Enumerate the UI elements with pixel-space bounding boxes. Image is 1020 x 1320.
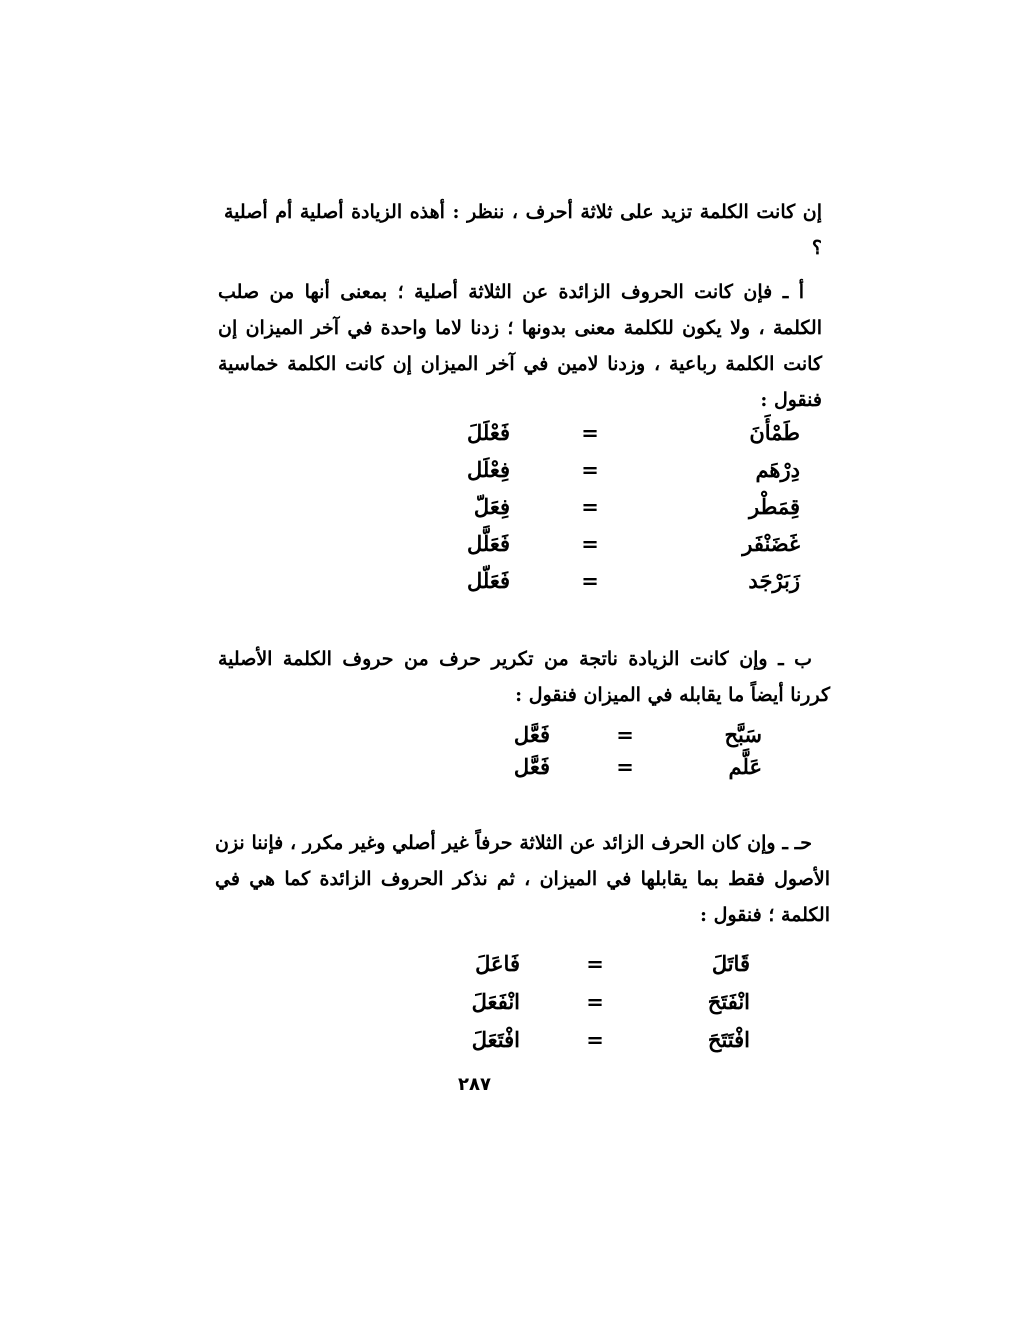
pattern: فَعَّل	[513, 721, 550, 747]
equals-sign: =	[581, 457, 599, 482]
section-b-paragraph: ب ـ وإن كانت الزيادة ناتجة من تكرير حرف من حروف الكلمة الأصلية كررنا أيضاً ما يقابله في الميزان فنقول :	[218, 648, 830, 706]
word: افْتَتَحَ	[707, 1026, 750, 1052]
pattern: فِعَلّ	[473, 494, 510, 519]
table-row	[480, 718, 762, 750]
word: غَضَنْفَر	[742, 531, 800, 556]
pattern: فَعْلَلَ	[466, 420, 510, 445]
equals-sign: =	[581, 494, 599, 519]
word: طَمْأَنَ	[749, 420, 800, 445]
pattern: انْفَعَلَ	[471, 988, 520, 1014]
word: زَبَرْجَد	[748, 568, 800, 593]
table-row	[400, 488, 800, 525]
quadriliteral-quinqueliteral-table	[400, 414, 800, 599]
equals-sign: =	[581, 568, 599, 593]
pattern: فَاعَلَ	[475, 950, 520, 976]
table-row	[480, 750, 762, 782]
intro-paragraph: إن كانت الكلمة تزيد على ثلاثة أحرف ، ننظر : أهذه الزيادة أصلية أم أصلية ؟	[224, 201, 822, 259]
equals-sign: =	[586, 988, 604, 1014]
table-row	[400, 414, 800, 451]
table-row	[400, 562, 800, 599]
word: انْفَتَحَ	[707, 988, 750, 1014]
equals-sign: =	[581, 531, 599, 556]
pattern: فَعَلّل	[466, 568, 510, 593]
word: قَاتَلَ	[711, 950, 750, 976]
table-row	[440, 982, 750, 1020]
table-row	[400, 525, 800, 562]
word: دِرْهَم	[755, 457, 800, 482]
pattern: فَعَلَّل	[466, 531, 510, 556]
equals-sign: =	[616, 721, 634, 747]
section-c-paragraph: حـ ـ وإن كان الحرف الزائد عن الثلاثة حرفاً غير أصلي وغير مكرر ، فإننا نزن الأصول فقط بما يقابلها في الميزان ، ثم نذكر الحروف الزائدة كما هي في الكلمة ؛ فنقول :	[215, 832, 830, 926]
table-row	[440, 944, 750, 982]
word: قِمَطْر	[749, 494, 800, 519]
table-row	[440, 1020, 750, 1058]
table-row	[400, 451, 800, 488]
word: عَلَّم	[728, 753, 762, 779]
pattern: افْتَعَلَ	[471, 1026, 520, 1052]
pattern: فَعَّل	[513, 753, 550, 779]
equals-sign: =	[586, 950, 604, 976]
equals-sign: =	[586, 1026, 604, 1052]
word: سَبَّح	[724, 721, 762, 747]
pattern: فِعْلَل	[466, 457, 510, 482]
equals-sign: =	[581, 420, 599, 445]
section-a-paragraph: أ ـ فإن كانت الحروف الزائدة عن الثلاثة أصلية ؛ بمعنى أنها من صلب الكلمة ، ولا يكون للكلمة معنى بدونها ؛ زدنا لاما واحدة في آخر الميزان إن كانت الكلمة رباعية ، وزدنا لامين في آخر الميزان إن كانت الكلمة خماسية فنقول :	[218, 281, 822, 411]
repeated-letter-table	[480, 718, 762, 782]
extra-letters-table	[440, 944, 750, 1058]
equals-sign: =	[616, 753, 634, 779]
page-number: ٢٨٧	[458, 1074, 491, 1095]
